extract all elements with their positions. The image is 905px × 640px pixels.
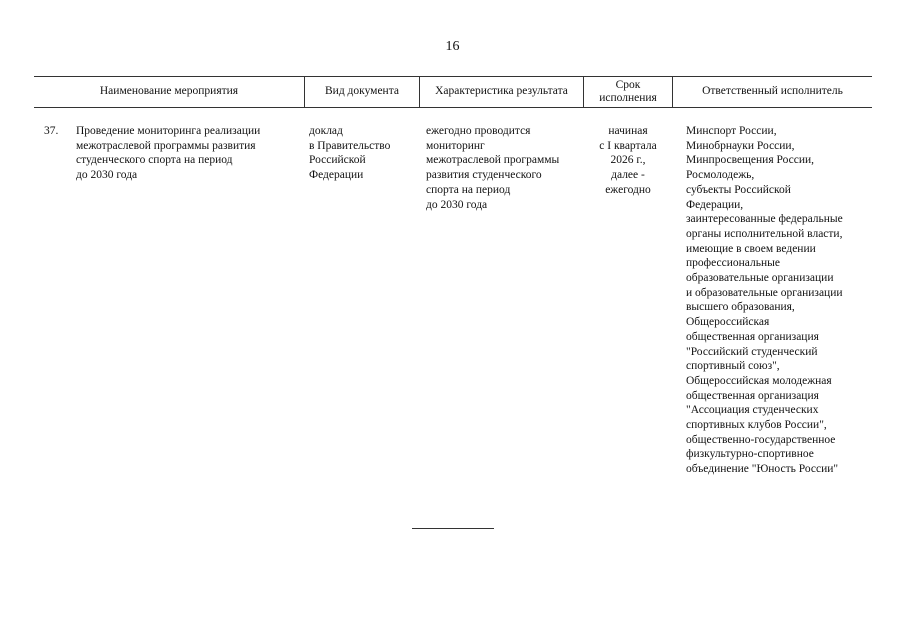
- header-doc-type: Вид документа: [325, 85, 399, 97]
- row-name: Проведение мониторинга реализации межотраслевой программы развития студенческого спорта на период до 2030 года: [76, 125, 261, 182]
- page-number: 16: [445, 39, 460, 54]
- header-result: Характеристика результата: [435, 85, 568, 97]
- row-deadline: начиная с I квартала 2026 г., далее - ежегодно: [599, 125, 657, 196]
- header-deadline: Срок исполнения: [599, 78, 657, 104]
- table-header-bottom-rule: [34, 107, 872, 108]
- row-number: 37.: [44, 125, 59, 137]
- header-responsible: Ответственный исполнитель: [702, 85, 843, 97]
- row-result: ежегодно проводится мониторинг межотраслевой программы развития студенческого спорта на период до 2030 года: [426, 125, 560, 211]
- header-name: Наименование мероприятия: [99, 85, 239, 97]
- end-of-table-rule: [412, 528, 494, 529]
- row-doc-type: доклад в Правительство Российской Федерации: [309, 125, 391, 182]
- row-responsible: Минспорт России, Минобрнауки России, Минпросвещения России, Росмолодежь, субъекты Российской Федерации, заинтересованные федеральные органы исполнительной власти, имеющие в своем ведении профессиональные образовательные организации и образовательные организации высшего образования, Общероссийская общественная организация "Российский студенческий спортивный союз", Общероссийская молодежная общественная организация "Ассоциация студенческих спортивных клубов России", общественно-государственное физкультурно-спортивное объединение "Юность России": [686, 125, 843, 476]
